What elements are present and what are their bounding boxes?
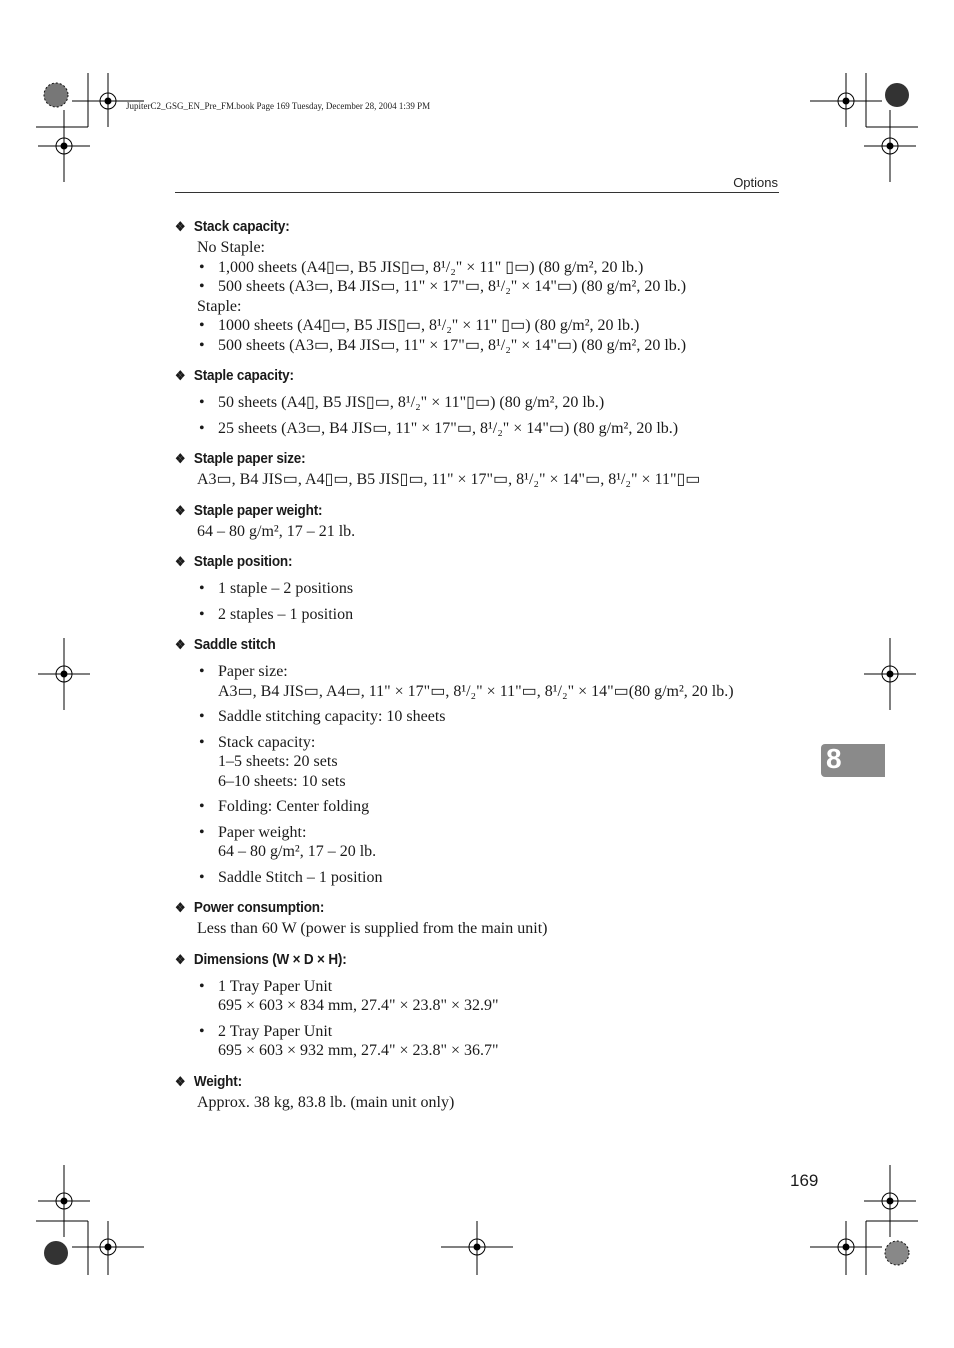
bullet-list bbox=[175, 662, 787, 887]
list-item: • 1 Tray Paper Unit 695 × 603 × 834 mm, 27.4" × 23.8" × 32.9" bbox=[197, 977, 787, 1016]
list-item: • 500 sheets (A3▭, B4 JIS▭, 11" × 17"▭, 8¹/₂" × 14"▭) (80 g/m², 20 lb.) bbox=[197, 336, 787, 356]
diamond-bullet-icon: ❖ bbox=[175, 368, 186, 383]
section-heading-text: Power consumption: bbox=[193, 899, 325, 916]
spec-section bbox=[175, 365, 787, 438]
chapter-number: 8 bbox=[826, 743, 842, 774]
section-heading-text: Staple position: bbox=[193, 553, 293, 570]
list-item: • Saddle Stitch – 1 position bbox=[197, 868, 787, 888]
section-heading bbox=[175, 216, 726, 238]
section-text: 64 – 80 g/m², 17 – 21 lb. bbox=[197, 522, 356, 540]
spec-section bbox=[175, 949, 787, 1061]
subsection-label: No Staple: bbox=[197, 239, 265, 256]
section-heading bbox=[175, 1071, 726, 1093]
section-heading-text: Staple capacity: bbox=[193, 367, 294, 384]
section-heading-text: Saddle stitch bbox=[193, 636, 276, 653]
list-item: • 500 sheets (A3▭, B4 JIS▭, 11" × 17"▭, 8¹/₂" × 14"▭) (80 g/m², 20 lb.) bbox=[197, 277, 787, 297]
section-heading bbox=[175, 365, 726, 387]
bullet-list bbox=[175, 579, 787, 624]
list-item: • Folding: Center folding bbox=[197, 797, 787, 817]
spec-content bbox=[175, 216, 787, 1122]
diamond-bullet-icon: ❖ bbox=[175, 451, 186, 466]
running-header: Options bbox=[733, 175, 778, 190]
diamond-bullet-icon: ❖ bbox=[175, 554, 186, 569]
diamond-bullet-icon: ❖ bbox=[175, 1073, 186, 1089]
bullet-list bbox=[175, 316, 787, 355]
section-heading-text: Weight: bbox=[193, 1072, 242, 1090]
spec-section bbox=[175, 500, 787, 542]
list-item: • 25 sheets (A3▭, B4 JIS▭, 11" × 17"▭, 8¹/₂" × 14"▭) (80 g/m², 20 lb.) bbox=[197, 419, 787, 439]
diamond-bullet-icon: ❖ bbox=[175, 219, 186, 234]
list-item: • 2 Tray Paper Unit 695 × 603 × 932 mm, 27.4" × 23.8" × 36.7" bbox=[197, 1022, 787, 1061]
section-heading-text: Staple paper weight: bbox=[193, 501, 323, 519]
chapter-tab bbox=[821, 744, 885, 777]
header-rule bbox=[175, 192, 779, 193]
section-heading bbox=[175, 949, 726, 971]
bullet-list bbox=[175, 258, 787, 297]
section-heading-text: Dimensions (W × D × H): bbox=[193, 950, 347, 968]
spec-section bbox=[175, 551, 787, 624]
diamond-bullet-icon: ❖ bbox=[175, 951, 186, 967]
spec-section bbox=[175, 1071, 787, 1113]
spec-section bbox=[175, 216, 787, 355]
list-item: • 1,000 sheets (A4▯▭, B5 JIS▯▭, 8¹/₂" × 11" ▯▭) (80 g/m², 20 lb.) bbox=[197, 258, 787, 278]
list-item: • Paper size: A3▭, B4 JIS▭, A4▭, 11" × 17"▭, 8¹/₂" × 11"▭, 8¹/₂" × 14"▭(80 g/m², 20 lb.) bbox=[197, 662, 787, 701]
section-heading bbox=[175, 897, 726, 919]
diamond-bullet-icon: ❖ bbox=[175, 900, 186, 915]
subsection-label: Staple: bbox=[197, 297, 242, 315]
list-item: • Paper weight: 64 – 80 g/m², 17 – 20 lb. bbox=[197, 823, 787, 862]
list-item: • 1 staple – 2 positions bbox=[197, 579, 787, 599]
section-text: A3▭, B4 JIS▭, A4▯▭, B5 JIS▯▭, 11" × 17"▭, 8¹/₂" × 14"▭, 8¹/₂" × 11"▯▭ bbox=[197, 471, 701, 488]
list-item: • 2 staples – 1 position bbox=[197, 605, 787, 625]
spec-section bbox=[175, 634, 787, 887]
diamond-bullet-icon: ❖ bbox=[175, 637, 186, 652]
spec-section bbox=[175, 448, 787, 490]
list-item: • Saddle stitching capacity: 10 sheets bbox=[197, 707, 787, 727]
bullet-list bbox=[175, 977, 787, 1061]
list-item: • 50 sheets (A4▯, B5 JIS▯▭, 8¹/₂" × 11"▯▭) (80 g/m², 20 lb.) bbox=[197, 393, 787, 413]
section-heading bbox=[175, 448, 726, 470]
list-item: • Stack capacity: 1–5 sheets: 20 sets 6–10 sheets: 10 sets bbox=[197, 733, 787, 792]
diamond-bullet-icon: ❖ bbox=[175, 502, 186, 518]
section-heading-text: Stack capacity: bbox=[193, 218, 290, 235]
list-item: • 1000 sheets (A4▯▭, B5 JIS▯▭, 8¹/₂" × 11" ▯▭) (80 g/m², 20 lb.) bbox=[197, 316, 787, 336]
section-heading bbox=[175, 634, 726, 656]
file-info-line: JupiterC2_GSG_EN_Pre_FM.book Page 169 Tuesday, December 28, 2004 1:39 PM bbox=[126, 101, 431, 111]
section-text: Less than 60 W (power is supplied from the main unit) bbox=[197, 920, 548, 937]
section-text: Approx. 38 kg, 83.8 lb. (main unit only) bbox=[197, 1093, 455, 1111]
section-heading bbox=[175, 500, 726, 522]
bullet-list bbox=[175, 393, 787, 438]
page-number: 169 bbox=[790, 1171, 819, 1190]
section-heading-text: Staple paper size: bbox=[193, 450, 306, 467]
section-heading bbox=[175, 551, 726, 573]
spec-section bbox=[175, 897, 787, 939]
